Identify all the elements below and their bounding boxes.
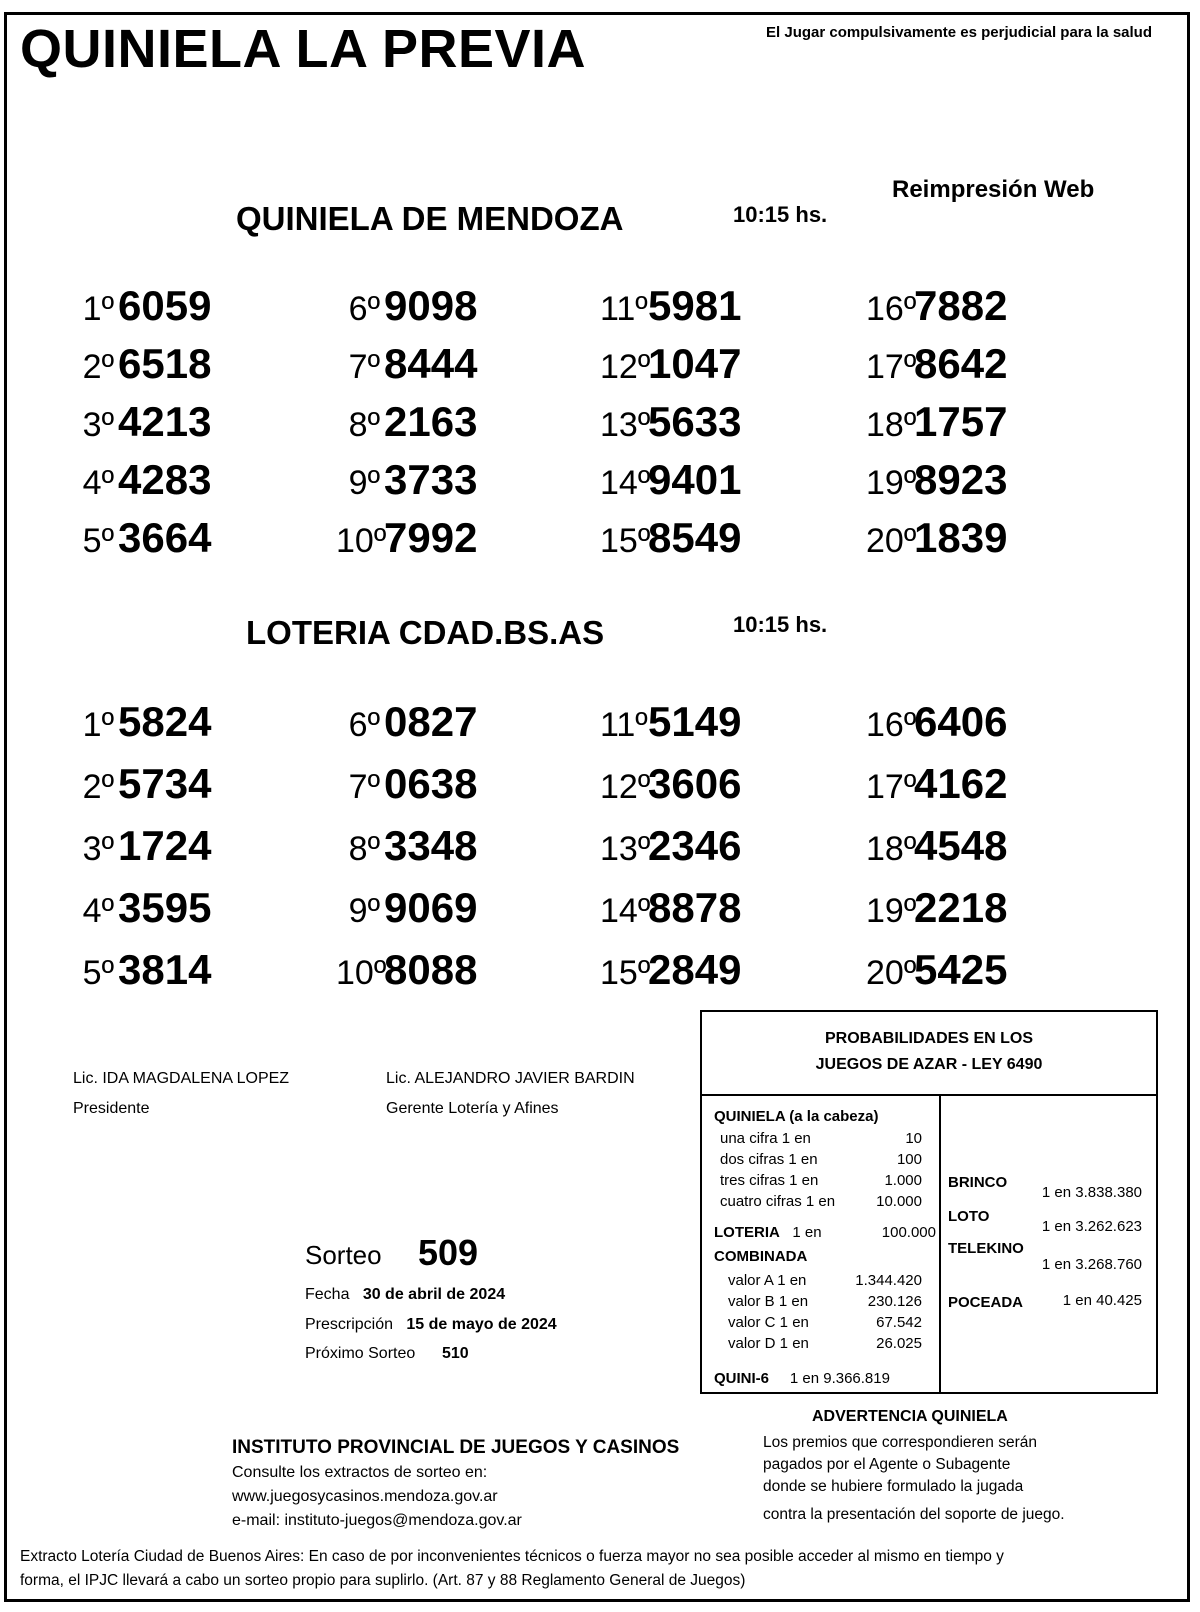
prob-game-name: POCEADA <box>948 1294 1024 1311</box>
advertencia-line3: donde se hubiere formulado la jugada <box>763 1478 1024 1495</box>
result-position: 5º <box>82 954 114 992</box>
result-number: 8642 <box>914 340 1008 387</box>
result-number: 3664 <box>118 514 212 561</box>
result-number: 5149 <box>648 698 742 745</box>
result-number: 5824 <box>118 698 212 745</box>
result-item <box>600 698 741 748</box>
footer-line1: Extracto Lotería Ciudad de Buenos Aires: En caso de por inconvenientes técnicos o fuerza mayor no sea posible acceder al mismo en tiempo y <box>20 1548 1004 1565</box>
result-number: 5425 <box>914 946 1008 993</box>
result-number: 6406 <box>914 698 1008 745</box>
result-number: 7992 <box>384 514 478 561</box>
probabilities-box <box>700 1010 1158 1394</box>
prob-row-label: una cifra 1 en <box>720 1130 811 1147</box>
result-number: 5981 <box>648 282 742 329</box>
result-item <box>600 340 741 390</box>
result-number: 1757 <box>914 398 1008 445</box>
sorteo-label: Sorteo <box>305 1240 382 1270</box>
result-item <box>336 398 477 448</box>
result-item <box>600 946 741 996</box>
prob-game-name: BRINCO <box>948 1174 1008 1191</box>
advertencia-line2: pagados por el Agente o Subagente <box>763 1456 1011 1473</box>
loteria-prob-label: LOTERIA <box>714 1224 780 1241</box>
prob-game-value: 1 en 3.838.380 <box>1041 1184 1142 1201</box>
result-position: 4º <box>82 892 114 930</box>
result-position: 1º <box>82 290 114 328</box>
result-number: 5633 <box>648 398 742 445</box>
loteria-prob-row <box>714 1224 822 1241</box>
result-item <box>70 340 211 390</box>
fecha-value: 30 de abril de 2024 <box>362 1286 506 1303</box>
prob-row-value: 100 <box>896 1151 922 1168</box>
prob-row-label: tres cifras 1 en <box>720 1172 819 1189</box>
prescripcion-row <box>305 1316 557 1334</box>
result-number: 9401 <box>648 456 742 503</box>
result-position: 10º <box>336 954 387 992</box>
loteria-prob-value: 100.000 <box>881 1224 936 1241</box>
result-number: 3606 <box>648 760 742 807</box>
result-number: 3814 <box>118 946 212 993</box>
proximo-value: 510 <box>441 1345 469 1362</box>
instituto-web[interactable]: www.juegosycasinos.mendoza.gov.ar <box>232 1488 498 1505</box>
sorteo-number: 509 <box>418 1232 479 1273</box>
result-item <box>336 514 477 564</box>
prob-row-label: cuatro cifras 1 en <box>720 1193 836 1210</box>
result-number: 7882 <box>914 282 1008 329</box>
result-item <box>336 822 477 872</box>
result-item <box>866 946 1007 996</box>
result-position: 20º <box>866 954 917 992</box>
result-item <box>70 822 211 872</box>
result-position: 10º <box>336 522 387 560</box>
result-position: 15º <box>600 522 651 560</box>
proximo-row <box>305 1345 469 1363</box>
result-number: 8444 <box>384 340 478 387</box>
prob-row-value: 10 <box>905 1130 922 1147</box>
result-position: 9º <box>348 464 380 502</box>
prescripcion-value: 15 de mayo de 2024 <box>406 1316 557 1333</box>
probabilities-title-1: PROBABILIDADES EN LOS <box>824 1030 1033 1047</box>
prob-game-value: 1 en 3.268.760 <box>1041 1256 1142 1273</box>
result-item <box>70 884 211 934</box>
result-item <box>70 514 211 564</box>
result-position: 13º <box>600 830 651 868</box>
advertencia-title: ADVERTENCIA QUINIELA <box>812 1408 1008 1425</box>
page-title: QUINIELA LA PREVIA <box>20 19 587 79</box>
prob-row-value: 67.542 <box>876 1314 922 1331</box>
result-position: 18º <box>866 830 917 868</box>
result-number: 1047 <box>648 340 742 387</box>
signature-role-2: Gerente Lotería y Afines <box>386 1100 559 1117</box>
result-item <box>866 282 1007 332</box>
result-number: 2218 <box>914 884 1008 931</box>
result-number: 4213 <box>118 398 212 445</box>
loteria-prob-en: 1 en <box>792 1224 822 1241</box>
prob-row-label: valor D 1 en <box>728 1335 809 1352</box>
result-position: 20º <box>866 522 917 560</box>
result-item <box>70 946 211 996</box>
result-position: 4º <box>82 464 114 502</box>
result-position: 17º <box>866 348 917 386</box>
result-item <box>600 822 741 872</box>
result-position: 11º <box>600 290 648 328</box>
result-item <box>600 398 741 448</box>
result-number: 4162 <box>914 760 1008 807</box>
result-number: 9098 <box>384 282 478 329</box>
result-number: 0827 <box>384 698 478 745</box>
result-item <box>866 456 1007 506</box>
health-warning: El Jugar compulsivamente es perjudicial para la salud <box>766 24 1152 41</box>
result-item <box>336 698 477 748</box>
prob-row-label: dos cifras 1 en <box>720 1151 818 1168</box>
result-number: 2163 <box>384 398 478 445</box>
result-item <box>866 514 1007 564</box>
prescripcion-label: Prescripción <box>305 1316 394 1333</box>
probabilities-header <box>702 1012 1156 1096</box>
combinada-prob-title: COMBINADA <box>714 1248 808 1265</box>
result-item <box>866 822 1007 872</box>
result-position: 8º <box>348 830 380 868</box>
result-position: 14º <box>600 892 651 930</box>
result-position: 3º <box>82 830 114 868</box>
result-number: 4283 <box>118 456 212 503</box>
result-number: 6518 <box>118 340 212 387</box>
result-item <box>336 282 477 332</box>
result-number: 0638 <box>384 760 478 807</box>
result-position: 6º <box>348 706 380 744</box>
result-item <box>70 456 211 506</box>
result-position: 1º <box>82 706 114 744</box>
probabilities-title-2: JUEGOS DE AZAR - LEY 6490 <box>815 1056 1043 1073</box>
result-number: 2346 <box>648 822 742 869</box>
result-number: 3595 <box>118 884 212 931</box>
result-position: 6º <box>348 290 380 328</box>
prob-row-value: 230.126 <box>867 1293 922 1310</box>
result-number: 5734 <box>118 760 212 807</box>
result-number: 6059 <box>118 282 212 329</box>
result-position: 12º <box>600 768 651 806</box>
reprint-label: Reimpresión Web <box>892 176 1095 203</box>
quini6-prob-row <box>714 1370 890 1387</box>
result-item <box>600 456 741 506</box>
result-number: 4548 <box>914 822 1008 869</box>
result-number: 1839 <box>914 514 1008 561</box>
result-position: 5º <box>82 522 114 560</box>
section-title-loteria: LOTERIA CDAD.BS.AS <box>246 614 605 651</box>
prob-row-label: valor C 1 en <box>728 1314 809 1331</box>
prob-row-value: 1.000 <box>884 1172 922 1189</box>
result-item <box>600 760 741 810</box>
proximo-label: Próximo Sorteo <box>305 1345 416 1362</box>
result-position: 11º <box>600 706 648 744</box>
result-position: 3º <box>82 406 114 444</box>
instituto-name: INSTITUTO PROVINCIAL DE JUEGOS Y CASINOS <box>232 1437 680 1458</box>
prob-row-value: 1.344.420 <box>855 1272 922 1289</box>
fecha-label: Fecha <box>305 1286 350 1303</box>
section-time-loteria: 10:15 hs. <box>733 612 828 637</box>
result-position: 12º <box>600 348 651 386</box>
result-item <box>336 456 477 506</box>
result-item <box>70 398 211 448</box>
result-item <box>600 884 741 934</box>
result-item <box>336 340 477 390</box>
result-position: 16º <box>866 290 917 328</box>
result-item <box>70 282 211 332</box>
result-item <box>600 282 741 332</box>
advertencia-line1: Los premios que correspondieren serán <box>763 1434 1037 1451</box>
result-position: 9º <box>348 892 380 930</box>
result-number: 8923 <box>914 456 1008 503</box>
result-number: 2849 <box>648 946 742 993</box>
result-number: 3348 <box>384 822 478 869</box>
result-position: 19º <box>866 464 917 502</box>
result-position: 14º <box>600 464 651 502</box>
result-position: 15º <box>600 954 651 992</box>
result-number: 3733 <box>384 456 478 503</box>
signature-role-1: Presidente <box>73 1100 150 1117</box>
prob-game-name: TELEKINO <box>948 1240 1024 1257</box>
result-number: 8878 <box>648 884 742 931</box>
result-item <box>866 760 1007 810</box>
result-position: 17º <box>866 768 917 806</box>
prob-row-label: valor A 1 en <box>728 1272 807 1289</box>
fecha-row <box>305 1286 505 1304</box>
result-item <box>336 946 477 996</box>
result-item <box>600 514 741 564</box>
instituto-email[interactable]: e-mail: instituto-juegos@mendoza.gov.ar <box>232 1512 522 1529</box>
result-number: 8549 <box>648 514 742 561</box>
advertencia-line4: contra la presentación del soporte de juego. <box>763 1506 1065 1523</box>
prob-row-value: 10.000 <box>876 1193 922 1210</box>
result-item <box>866 398 1007 448</box>
quini6-prob-value: 1 en 9.366.819 <box>789 1370 890 1387</box>
result-position: 16º <box>866 706 917 744</box>
result-item <box>336 760 477 810</box>
result-number: 8088 <box>384 946 478 993</box>
result-number: 1724 <box>118 822 212 869</box>
quiniela-prob-title: QUINIELA (a la cabeza) <box>714 1108 879 1125</box>
result-position: 2º <box>82 768 114 806</box>
prob-row-value: 26.025 <box>876 1335 922 1352</box>
result-position: 19º <box>866 892 917 930</box>
section-time-mendoza: 10:15 hs. <box>733 202 828 227</box>
result-item <box>336 884 477 934</box>
result-item <box>866 698 1007 748</box>
result-position: 2º <box>82 348 114 386</box>
prob-game-name: LOTO <box>948 1208 990 1225</box>
result-item <box>866 340 1007 390</box>
result-item <box>70 760 211 810</box>
footer-line2: forma, el IPJC llevará a cabo un sorteo propio para suplirlo. (Art. 87 y 88 Reglamento General de Juegos) <box>20 1572 746 1589</box>
result-position: 13º <box>600 406 651 444</box>
instituto-line1: Consulte los extractos de sorteo en: <box>232 1464 488 1481</box>
result-position: 18º <box>866 406 917 444</box>
signature-name-2: Lic. ALEJANDRO JAVIER BARDIN <box>386 1070 635 1087</box>
result-position: 7º <box>348 768 380 806</box>
prob-game-value: 1 en 3.262.623 <box>1041 1218 1142 1235</box>
result-item <box>866 884 1007 934</box>
result-item <box>70 698 211 748</box>
section-title-mendoza: QUINIELA DE MENDOZA <box>236 200 624 237</box>
result-position: 8º <box>348 406 380 444</box>
result-position: 7º <box>348 348 380 386</box>
signature-name-1: Lic. IDA MAGDALENA LOPEZ <box>73 1070 290 1087</box>
result-number: 9069 <box>384 884 478 931</box>
quini6-prob-label: QUINI-6 <box>714 1370 770 1387</box>
prob-game-value: 1 en 40.425 <box>1062 1292 1142 1309</box>
probabilities-divider <box>939 1096 941 1394</box>
prob-row-label: valor B 1 en <box>728 1293 809 1310</box>
